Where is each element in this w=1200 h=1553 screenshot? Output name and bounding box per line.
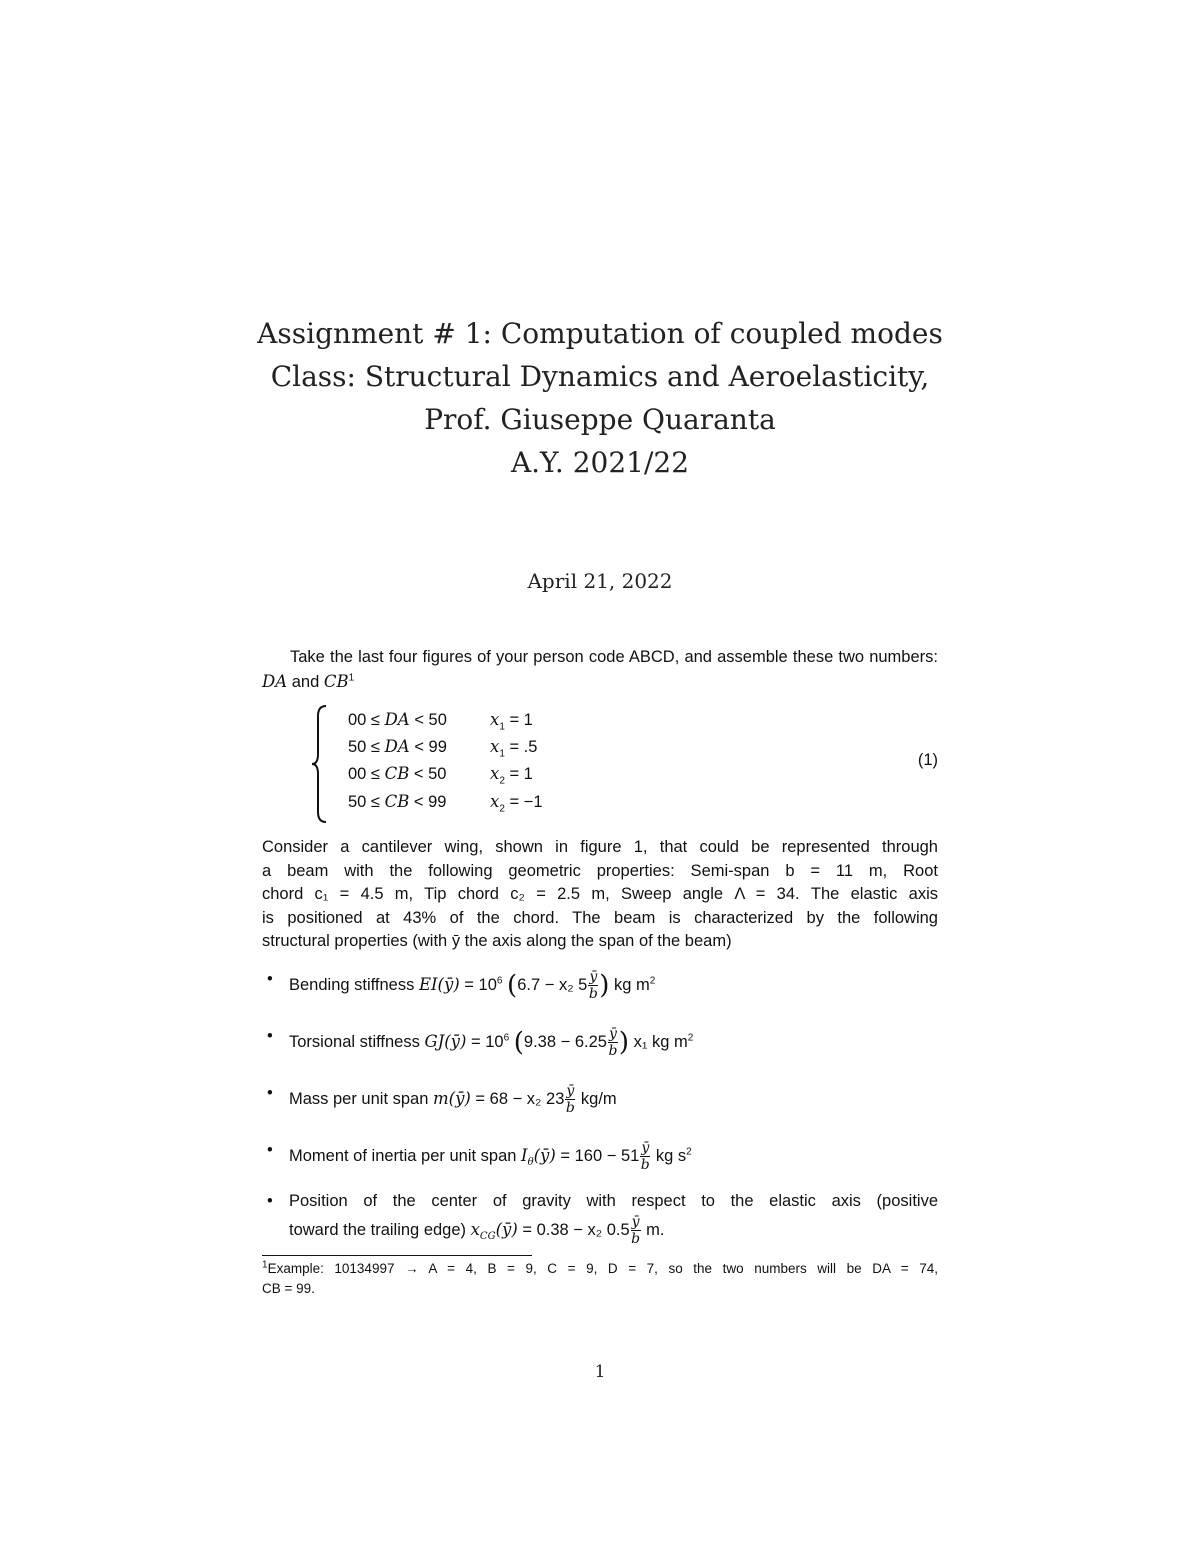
page-number: 1: [594, 1362, 606, 1382]
bullet-icon: •: [267, 1141, 273, 1159]
footnote: [262, 1259, 938, 1299]
bullet-icon: •: [267, 1084, 273, 1102]
title-line-1: Assignment # 1: Computation of coupled modes: [257, 317, 943, 350]
footnote-number: 1: [262, 1259, 268, 1271]
paragraph-line-4: is positioned at 43% of the chord. The beam is characterized by the following: [262, 908, 938, 927]
list-item: • Moment of inertia per unit span $I_\theta(ȳ) = 160 - 51$ $\frac{ȳ}{b}$ kg $s^2$: [267, 1140, 692, 1173]
equation-number: (1): [917, 751, 938, 769]
left-brace-icon: [310, 704, 330, 824]
footnote-rule: [262, 1255, 532, 1256]
list-item: • Position of the center of gravity with respect to the elastic axis (positive toward the trailing edge) $x_{CG}(ȳ) = 0.38 - x_2$ 0.5 $\frac{ȳ}{b}$ m.: [267, 1192, 938, 1247]
title-line-4: A.Y. 2021/22: [510, 446, 690, 479]
case-row-3: 00 ≤ CB < 50 $x_2 = 1$: [348, 764, 533, 787]
case-row-4: 50 ≤ CB < 99 $x_2 = -1$: [348, 792, 543, 815]
intro-text: Take the last four figures of your person code ABCD, and assemble these two numbers:: [290, 648, 938, 666]
title-line-3: Prof. Giuseppe Quaranta: [424, 403, 776, 436]
intro-var-da: DA: [262, 671, 288, 691]
title-line-2: Class: Structural Dynamics and Aeroelasticity,: [270, 360, 930, 393]
bullet-icon: •: [267, 1027, 273, 1045]
footnote-line-2: CB = 99.: [262, 1281, 315, 1296]
footnote-mark: 1: [348, 672, 355, 684]
list-item: • Bending stiffness EI(ȳ) = $10^6$ (6.7 − x₂ 5 $\frac{ȳ}{b}$ ) kg $m^2$: [267, 969, 656, 1002]
wing-paragraph: [262, 836, 938, 954]
intro-paragraph: [262, 646, 938, 694]
paragraph-line-2: a beam with the following geometric properties: Semi-span b = 11 m, Root: [262, 861, 938, 880]
footnote-line-1: Example: 10134997 → A = 4, B = 9, C = 9, D = 7, so the two numbers will be DA = 74,: [267, 1261, 938, 1276]
paragraph-line-1: Consider a cantilever wing, shown in figure 1, that could be represented through: [262, 838, 938, 856]
intro-var-cb: CB: [323, 671, 349, 691]
document-title: [0, 312, 1200, 484]
bullet-icon: •: [267, 970, 273, 988]
list-item: • Torsional stiffness GJ(ȳ) = $10^6$ (9.38 − 6.25 $\frac{ȳ}{b}$ ) x₁ kg $m^2$: [267, 1026, 694, 1059]
cases-equation: [310, 704, 938, 824]
document-date: April 21, 2022: [527, 569, 673, 593]
case-row-1: 00 ≤ DA < 50 $x_1 = 1$: [348, 710, 533, 733]
intro-and: and: [287, 672, 324, 691]
paragraph-line-3: chord c₁ = 4.5 m, Tip chord c₂ = 2.5 m, Sweep angle Λ = 34. The elastic axis: [262, 885, 938, 904]
list-item: • Mass per unit span m(ȳ) = 68 − x₂ 23 $\frac{ȳ}{b}$ kg/m: [267, 1083, 617, 1116]
case-row-2: 50 ≤ DA < 99 $x_1 = .5$: [348, 737, 538, 760]
bullet-icon: •: [267, 1192, 273, 1210]
paragraph-line-5: structural properties (with ȳ the axis along the span of the beam): [262, 932, 732, 951]
